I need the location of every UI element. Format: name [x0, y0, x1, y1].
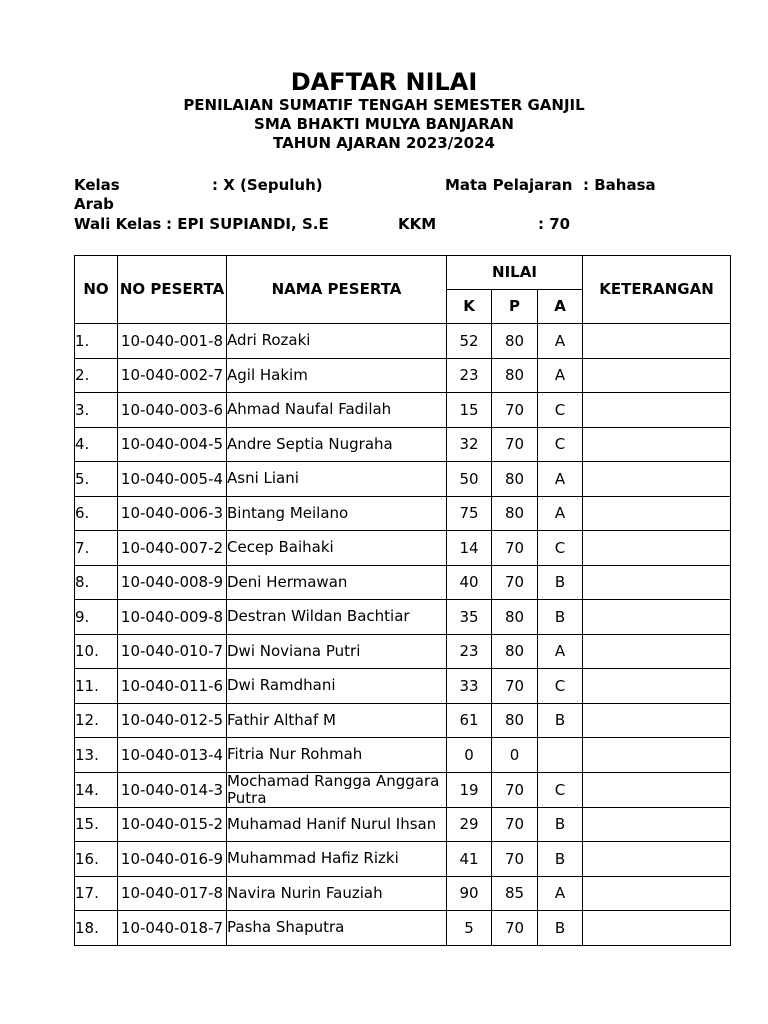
- table-row: [75, 842, 731, 877]
- row-number: 13.: [75, 738, 118, 773]
- table-row: [75, 393, 731, 428]
- grades-table: [74, 255, 731, 946]
- score-a: C: [538, 669, 583, 704]
- table-row: [75, 703, 731, 738]
- score-k: 52: [447, 324, 492, 359]
- participant-number: 10-040-006-3: [118, 496, 227, 531]
- score-p: 80: [492, 703, 538, 738]
- grades-table-body: [75, 324, 731, 946]
- participant-number: 10-040-018-7: [118, 911, 227, 946]
- score-a: B: [538, 600, 583, 635]
- score-k: 14: [447, 531, 492, 566]
- mapel-value-continued: Arab: [74, 195, 114, 213]
- header-no-peserta: NO PESERTA: [118, 256, 227, 324]
- keterangan-cell: [583, 876, 731, 911]
- row-number: 3.: [75, 393, 118, 428]
- score-k: 61: [447, 703, 492, 738]
- wali-kelas-value: : EPI SUPIANDI, S.E: [166, 215, 329, 233]
- keterangan-cell: [583, 462, 731, 497]
- score-p: 80: [492, 324, 538, 359]
- row-number: 14.: [75, 772, 118, 807]
- score-p: 80: [492, 634, 538, 669]
- header-a: A: [538, 290, 583, 324]
- row-number: 9.: [75, 600, 118, 635]
- participant-number: 10-040-004-5: [118, 427, 227, 462]
- header-nilai: NILAI: [447, 256, 583, 290]
- participant-number: 10-040-001-8: [118, 324, 227, 359]
- table-row: [75, 738, 731, 773]
- participant-name: Deni Hermawan: [227, 565, 447, 600]
- score-a: B: [538, 703, 583, 738]
- participant-name: Fathir Althaf M: [227, 703, 447, 738]
- score-k: 35: [447, 600, 492, 635]
- header-no: NO: [75, 256, 118, 324]
- keterangan-cell: [583, 911, 731, 946]
- table-row: [75, 462, 731, 497]
- score-k: 23: [447, 634, 492, 669]
- score-a: C: [538, 772, 583, 807]
- score-p: 70: [492, 393, 538, 428]
- score-a: B: [538, 842, 583, 877]
- score-p: 70: [492, 531, 538, 566]
- score-k: 33: [447, 669, 492, 704]
- participant-number: 10-040-017-8: [118, 876, 227, 911]
- participant-number: 10-040-015-2: [118, 807, 227, 842]
- score-a: A: [538, 634, 583, 669]
- participant-name: Muhammad Hafiz Rizki: [227, 842, 447, 877]
- score-p: 70: [492, 842, 538, 877]
- score-p: 70: [492, 565, 538, 600]
- table-row: [75, 669, 731, 704]
- keterangan-cell: [583, 393, 731, 428]
- keterangan-cell: [583, 842, 731, 877]
- score-p: 80: [492, 462, 538, 497]
- header-k: K: [447, 290, 492, 324]
- keterangan-cell: [583, 703, 731, 738]
- participant-number: 10-040-016-9: [118, 842, 227, 877]
- score-k: 0: [447, 738, 492, 773]
- participant-number: 10-040-005-4: [118, 462, 227, 497]
- score-k: 23: [447, 358, 492, 393]
- table-row: [75, 876, 731, 911]
- score-p: 80: [492, 496, 538, 531]
- participant-name: Fitria Nur Rohmah: [227, 738, 447, 773]
- table-row: [75, 772, 731, 807]
- kkm-value: : 70: [538, 215, 571, 233]
- document-subtitle-year: TAHUN AJARAN 2023/2024: [273, 134, 495, 152]
- wali-kelas-label: Wali Kelas: [74, 215, 162, 233]
- row-number: 15.: [75, 807, 118, 842]
- table-row: [75, 358, 731, 393]
- score-k: 40: [447, 565, 492, 600]
- participant-number: 10-040-014-3: [118, 772, 227, 807]
- row-number: 8.: [75, 565, 118, 600]
- row-number: 6.: [75, 496, 118, 531]
- participant-name: Muhamad Hanif Nurul Ihsan: [227, 807, 447, 842]
- score-p: 80: [492, 358, 538, 393]
- keterangan-cell: [583, 358, 731, 393]
- participant-name: Dwi Noviana Putri: [227, 634, 447, 669]
- table-row: [75, 807, 731, 842]
- score-k: 19: [447, 772, 492, 807]
- score-p: 0: [492, 738, 538, 773]
- score-p: 70: [492, 427, 538, 462]
- participant-number: 10-040-013-4: [118, 738, 227, 773]
- score-p: 70: [492, 807, 538, 842]
- row-number: 4.: [75, 427, 118, 462]
- participant-name: Ahmad Naufal Fadilah: [227, 393, 447, 428]
- document-subtitle-school: SMA BHAKTI MULYA BANJARAN: [254, 115, 514, 133]
- participant-number: 10-040-012-5: [118, 703, 227, 738]
- score-a: A: [538, 324, 583, 359]
- score-a: A: [538, 358, 583, 393]
- header-p: P: [492, 290, 538, 324]
- score-p: 70: [492, 669, 538, 704]
- participant-number: 10-040-002-7: [118, 358, 227, 393]
- row-number: 17.: [75, 876, 118, 911]
- row-number: 7.: [75, 531, 118, 566]
- table-row: [75, 427, 731, 462]
- participant-name: Destran Wildan Bachtiar: [227, 600, 447, 635]
- participant-number: 10-040-007-2: [118, 531, 227, 566]
- score-k: 90: [447, 876, 492, 911]
- keterangan-cell: [583, 496, 731, 531]
- table-row: [75, 565, 731, 600]
- row-number: 5.: [75, 462, 118, 497]
- score-a: A: [538, 876, 583, 911]
- keterangan-cell: [583, 565, 731, 600]
- score-a: A: [538, 462, 583, 497]
- header-keterangan: KETERANGAN: [583, 256, 731, 324]
- participant-number: 10-040-011-6: [118, 669, 227, 704]
- mapel-value: : Bahasa: [583, 176, 656, 194]
- mapel-label: Mata Pelajaran: [445, 176, 573, 194]
- participant-number: 10-040-008-9: [118, 565, 227, 600]
- participant-name: Adri Rozaki: [227, 324, 447, 359]
- participant-name: Bintang Meilano: [227, 496, 447, 531]
- table-row: [75, 634, 731, 669]
- participant-number: 10-040-009-8: [118, 600, 227, 635]
- participant-name: Andre Septia Nugraha: [227, 427, 447, 462]
- row-number: 12.: [75, 703, 118, 738]
- document-title: DAFTAR NILAI: [290, 68, 478, 96]
- table-row: [75, 911, 731, 946]
- score-k: 75: [447, 496, 492, 531]
- row-number: 10.: [75, 634, 118, 669]
- score-a: C: [538, 427, 583, 462]
- keterangan-cell: [583, 600, 731, 635]
- score-a: B: [538, 807, 583, 842]
- header-nama-peserta: NAMA PESERTA: [227, 256, 447, 324]
- participant-number: 10-040-010-7: [118, 634, 227, 669]
- table-row: [75, 324, 731, 359]
- participant-number: 10-040-003-6: [118, 393, 227, 428]
- participant-name: Pasha Shaputra: [227, 911, 447, 946]
- score-k: 15: [447, 393, 492, 428]
- kelas-label: Kelas: [74, 176, 120, 194]
- kkm-label: KKM: [398, 215, 437, 233]
- table-row: [75, 600, 731, 635]
- keterangan-cell: [583, 427, 731, 462]
- row-number: 2.: [75, 358, 118, 393]
- participant-name: Cecep Baihaki: [227, 531, 447, 566]
- score-p: 85: [492, 876, 538, 911]
- table-row: [75, 531, 731, 566]
- score-a: C: [538, 393, 583, 428]
- participant-name: Navira Nurin Fauziah: [227, 876, 447, 911]
- score-k: 50: [447, 462, 492, 497]
- score-a: B: [538, 565, 583, 600]
- row-number: 18.: [75, 911, 118, 946]
- participant-name: Agil Hakim: [227, 358, 447, 393]
- score-p: 70: [492, 772, 538, 807]
- keterangan-cell: [583, 738, 731, 773]
- score-p: 80: [492, 600, 538, 635]
- keterangan-cell: [583, 772, 731, 807]
- keterangan-cell: [583, 807, 731, 842]
- keterangan-cell: [583, 669, 731, 704]
- row-number: 11.: [75, 669, 118, 704]
- document-subtitle-exam: PENILAIAN SUMATIF TENGAH SEMESTER GANJIL: [183, 96, 585, 114]
- score-k: 32: [447, 427, 492, 462]
- score-k: 5: [447, 911, 492, 946]
- score-a: C: [538, 531, 583, 566]
- row-number: 16.: [75, 842, 118, 877]
- keterangan-cell: [583, 634, 731, 669]
- score-a: A: [538, 496, 583, 531]
- score-a: B: [538, 911, 583, 946]
- participant-name: Asni Liani: [227, 462, 447, 497]
- score-p: 70: [492, 911, 538, 946]
- score-k: 29: [447, 807, 492, 842]
- kelas-value: : X (Sepuluh): [212, 176, 323, 194]
- score-a: [538, 738, 583, 773]
- keterangan-cell: [583, 324, 731, 359]
- row-number: 1.: [75, 324, 118, 359]
- table-row: [75, 496, 731, 531]
- score-k: 41: [447, 842, 492, 877]
- participant-name: Mochamad Rangga Anggara Putra: [227, 772, 447, 807]
- participant-name: Dwi Ramdhani: [227, 669, 447, 704]
- keterangan-cell: [583, 531, 731, 566]
